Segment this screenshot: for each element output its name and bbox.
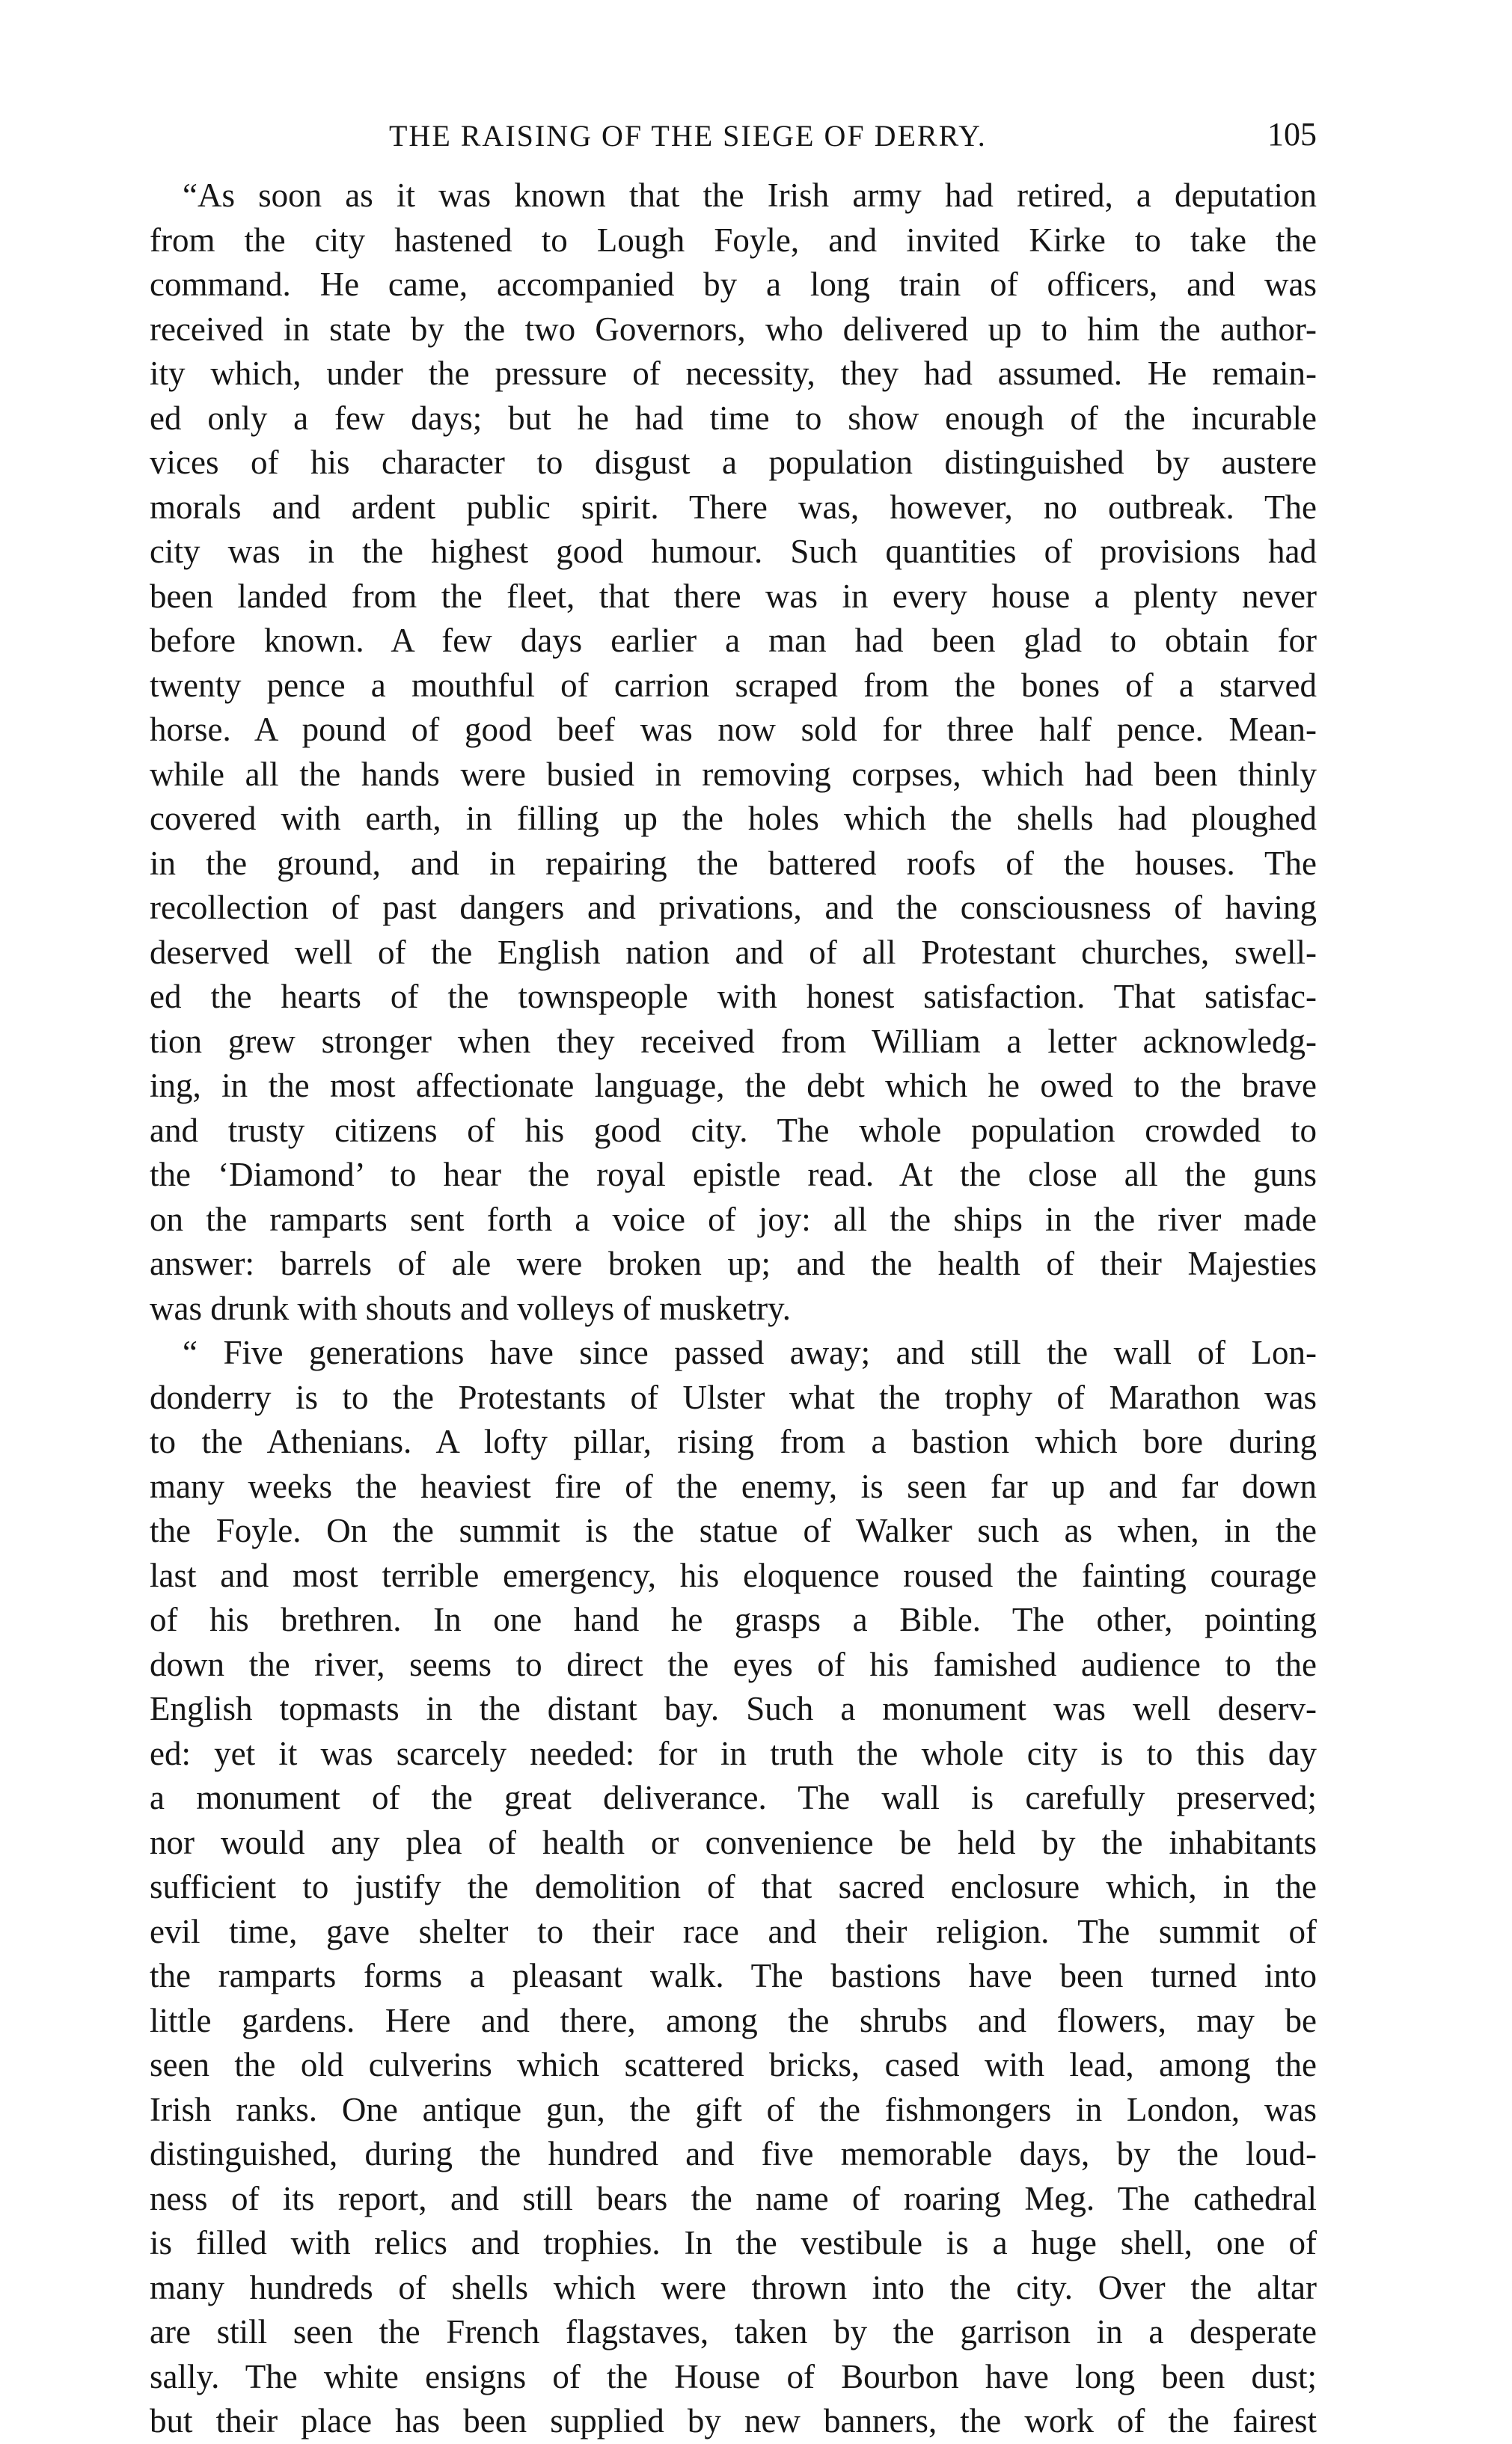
text-line: distinguished, during the hundred and five memorable days, by the loud- [150,2135,1317,2172]
text-line: answer: barrels of ale were broken up; and the health of their Majesties [150,1245,1317,1282]
text-line: city was in the highest good humour. Such quantities of provisions had [150,533,1317,570]
text-line: ed only a few days; but he had time to show enough of the incurable [150,399,1317,437]
text-line: tion grew stronger when they received from William a letter acknowledg- [150,1022,1317,1060]
text-line: was drunk with shouts and volleys of musketry. [150,1289,791,1327]
book-page [150,112,1317,2440]
text-line: the ‘Diamond’ to hear the royal epistle read. At the close all the guns [150,1156,1317,1193]
text-line: sufficient to justify the demolition of that sacred enclosure which, in the [150,1868,1317,1905]
text-line: received in state by the two Governors, who delivered up to him the author- [150,310,1317,348]
text-line: ity which, under the pressure of necessity, they had assumed. He remain- [150,355,1317,392]
text-line: recollection of past dangers and privations, and the consciousness of having [150,889,1317,926]
text-line: ed: yet it was scarcely needed: for in truth the whole city is to this day [150,1734,1317,1772]
text-line: vices of his character to disgust a population distinguished by austere [150,444,1317,481]
text-line: many weeks the heaviest fire of the enemy, is seen far up and far down [150,1467,1317,1505]
text-line: ness of its report, and still bears the name of roaring Meg. The cathedral [150,2179,1317,2217]
text-line: nor would any plea of health or convenience be held by the inhabitants [150,1823,1317,1861]
text-line: been landed from the fleet, that there was in every house a plenty never [150,577,1317,615]
text-line: English topmasts in the distant bay. Such a monument was well deserv- [150,1690,1317,1727]
text-line: last and most terrible emergency, his eloquence roused the fainting courage [150,1556,1317,1594]
text-line: sally. The white ensigns of the House of Bourbon have long been dust; [150,2357,1317,2395]
text-line: down the river, seems to direct the eyes of his famished audience to the [150,1645,1317,1683]
text-line: covered with earth, in filling up the holes which the shells had ploughed [150,800,1317,837]
text-line: but their place has been supplied by new banners, the work of the fairest [150,2402,1317,2440]
text-line: evil time, gave shelter to their race and their religion. The summit of [150,1912,1317,1950]
text-line: ing, in the most affectionate language, the debt which he owed to the brave [150,1067,1317,1104]
text-line: ed the hearts of the townspeople with honest satisfaction. That satisfac- [150,978,1317,1015]
text-line: little gardens. Here and there, among the shrubs and flowers, may be [150,2001,1317,2039]
text-line: Irish ranks. One antique gun, the gift of the fishmongers in London, was [150,2090,1317,2128]
text-line: and trusty citizens of his good city. The whole population crowded to [150,1111,1317,1149]
text-line: from the city hastened to Lough Foyle, and invited Kirke to take the [150,221,1317,259]
text-line: are still seen the French flagstaves, taken by the garrison in a desperate [150,2313,1317,2350]
paragraph [150,1331,1317,2444]
text-line: twenty pence a mouthful of carrion scraped from the bones of a starved [150,666,1317,704]
text-line: donderry is to the Protestants of Ulster what the trophy of Marathon was [150,1378,1317,1416]
text-line: the ramparts forms a pleasant walk. The bastions have been turned into [150,1957,1317,1994]
text-line: horse. A pound of good beef was now sold for three half pence. Mean- [150,711,1317,748]
text-line: “ Five generations have since passed away; and still the wall of Lon- [183,1334,1317,1371]
text-line: in the ground, and in repairing the battered roofs of the houses. The [150,844,1317,882]
running-title: THE RAISING OF THE SIEGE OF DERRY. [389,119,987,153]
text-line: command. He came, accompanied by a long train of officers, and was [150,266,1317,303]
text-line: deserved well of the English nation and of all Protestant churches, swell- [150,933,1317,971]
text-line: the Foyle. On the summit is the statue of Walker such as when, in the [150,1512,1317,1549]
page-number: 105 [1267,116,1317,153]
text-line: on the ramparts sent forth a voice of joy: all the ships in the river made [150,1200,1317,1238]
text-line: a monument of the great deliverance. The wall is carefully preserved; [150,1779,1317,1816]
body-text [150,174,1317,2444]
text-line: to the Athenians. A lofty pillar, rising from a bastion which bore during [150,1423,1317,1460]
paragraph [150,174,1317,1331]
text-line: is filled with relics and trophies. In the vestibule is a huge shell, one of [150,2224,1317,2261]
page-header [150,112,1317,165]
text-line: morals and ardent public spirit. There was, however, no outbreak. The [150,488,1317,526]
text-line: while all the hands were busied in removing corpses, which had been thinly [150,755,1317,793]
text-line: seen the old culverins which scattered bricks, cased with lead, among the [150,2046,1317,2083]
text-line: “As soon as it was known that the Irish army had retired, a deputation [183,177,1317,214]
text-line: before known. A few days earlier a man had been glad to obtain for [150,622,1317,659]
text-line: many hundreds of shells which were thrown into the city. Over the altar [150,2268,1317,2306]
text-line: of his brethren. In one hand he grasps a Bible. The other, pointing [150,1601,1317,1638]
